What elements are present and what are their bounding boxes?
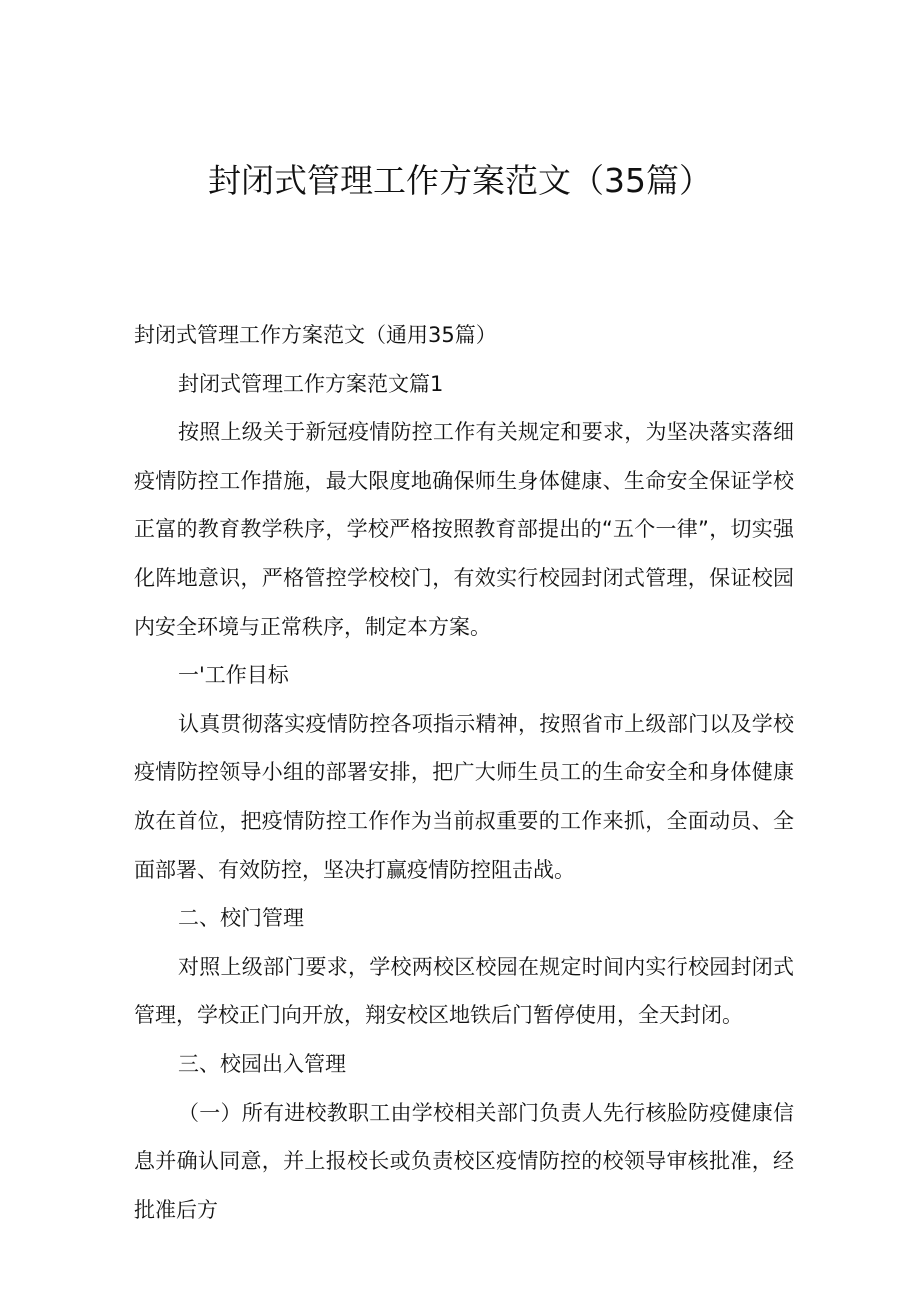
paragraph: 按照上级关于新冠疫情防控工作有关规定和要求，为坚决落实落细疫情防控工作措施，最大限度地确保师生身体健康、生命安全保证学校正富的教育教学秩序，学校严格按照教育部提出的“五个一律”，切实强化阵地意识，严格管控学校校门，有效实行校园封闭式管理，保证校园内安全环境与正常秩序，制定本方案。 xyxy=(134,420,794,639)
document-title: 封闭式管理工作方案范文（35篇） xyxy=(208,161,712,200)
section-heading: 二、校门管理 xyxy=(178,906,304,931)
section-heading: 封闭式管理工作方案范文篇1 xyxy=(178,371,444,396)
section-heading: 一'工作目标 xyxy=(178,663,289,688)
paragraph: 认真贯彻落实疫情防控各项指示精神，按照省市上级部门以及学校疫情防控领导小组的部署安排，把广大师生员工的生命安全和身体健康放在首位，把疫情防控工作作为当前叔重要的工作来抓，全面动员、全面部署、有效防控，坚决打赢疫情防控阻击战。 xyxy=(134,711,794,882)
document-body xyxy=(134,311,794,1234)
paragraph: （一）所有进校教职工由学校相关部门负责人先行核脸防疫健康信息并确认同意，并上报校长或负责校区疫情防控的校领导审核批准，经批准后方 xyxy=(134,1100,794,1222)
paragraph: 对照上级部门要求，学校两校区校园在规定时间内实行校园封闭式管理，学校正门向开放，翔安校区地铁后门暂停使用，全天封闭。 xyxy=(134,954,794,1028)
section-heading: 三、校园出入管理 xyxy=(178,1051,346,1076)
document-subtitle: 封闭式管理工作方案范文（通用35篇） xyxy=(134,323,497,347)
